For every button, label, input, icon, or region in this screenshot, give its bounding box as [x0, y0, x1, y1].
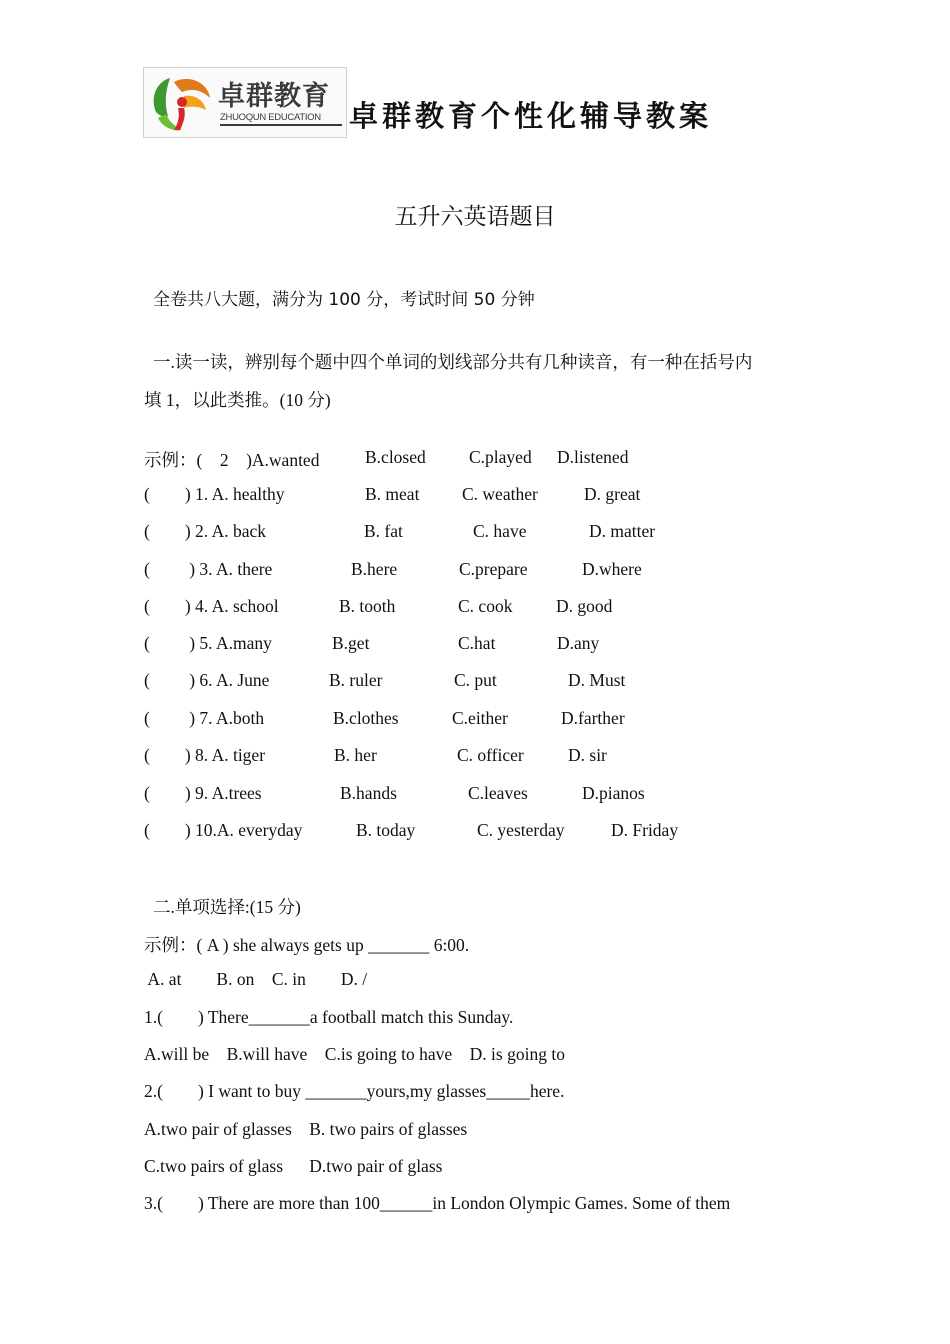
question-row: [144, 820, 844, 844]
section2-heading: 二.单项选择:(15 分): [153, 897, 301, 917]
question-stem: ( ) 4. A. school: [144, 596, 279, 616]
question-row: [144, 670, 844, 694]
question-stem: 示例：( 2 )A.wanted: [144, 450, 320, 470]
option-d: D. great: [584, 484, 641, 504]
option-c: C. have: [473, 521, 527, 541]
question-row: [144, 596, 844, 620]
question-1-options: A.will be B.will have C.is going to have D. is going to: [144, 1044, 565, 1064]
option-d: D. good: [556, 596, 613, 616]
option-c: C.leaves: [468, 783, 528, 803]
option-d: D.listened: [557, 447, 629, 467]
logo-underline: [220, 124, 342, 126]
option-c: C.hat: [458, 633, 496, 653]
option-c: C. cook: [458, 596, 513, 616]
option-d: D.pianos: [582, 783, 645, 803]
logo-leaf-icon: [148, 72, 214, 134]
option-b: B. her: [334, 745, 377, 765]
option-c: C.played: [469, 447, 532, 467]
option-d: D. matter: [589, 521, 656, 541]
question-2-options-cd: C.two pairs of glass D.two pair of glass: [144, 1156, 443, 1176]
option-b: B. tooth: [339, 596, 396, 616]
section1-heading: 一.读一读，辨别每个题中四个单词的划线部分共有几种读音，有一种在括号内: [153, 352, 753, 372]
option-d: D.any: [557, 633, 600, 653]
question-row: [144, 708, 844, 732]
question-stem: ( ) 5. A.many: [144, 633, 272, 653]
question-stem: ( ) 1. A. healthy: [144, 484, 285, 504]
option-c: C.prepare: [459, 559, 528, 579]
question-1: 1.( ) There_______a football match this Sunday.: [144, 1007, 514, 1027]
question-3: 3.( ) There are more than 100______in London Olympic Games. Some of them: [144, 1193, 731, 1213]
option-d: D.where: [582, 559, 642, 579]
option-b: B.hands: [340, 783, 397, 803]
option-b: B. meat: [365, 484, 420, 504]
option-b: B. fat: [364, 521, 403, 541]
question-stem: ( ) 6. A. June: [144, 670, 270, 690]
option-d: D. Friday: [611, 820, 679, 840]
question-2-options-ab: A.two pair of glasses B. two pairs of glasses: [144, 1119, 468, 1139]
option-b: B. today: [356, 820, 416, 840]
question-row: [144, 559, 844, 583]
exam-intro: 全卷共八大题，满分为 100 分，考试时间 50 分钟: [153, 290, 535, 310]
option-c: C. weather: [462, 484, 538, 504]
question-stem: ( ) 7. A.both: [144, 708, 265, 728]
question-stem: ( ) 2. A. back: [144, 521, 266, 541]
option-c: C.either: [452, 708, 508, 728]
question-stem: ( ) 8. A. tiger: [144, 745, 266, 765]
option-d: D. Must: [568, 670, 626, 690]
question-row: [144, 484, 844, 508]
option-c: C. yesterday: [477, 820, 565, 840]
document-title: 五升六英语题目: [394, 204, 556, 230]
option-c: C. officer: [457, 745, 524, 765]
option-b: B.here: [351, 559, 398, 579]
question-row: [144, 633, 844, 657]
logo-english-text: ZHUOQUN EDUCATION: [220, 112, 321, 123]
question-stem: ( ) 10.A. everyday: [144, 820, 303, 840]
question-row: [144, 447, 844, 471]
question-row: [144, 745, 844, 769]
question-row: [144, 521, 844, 545]
question-stem: ( ) 9. A.trees: [144, 783, 262, 803]
example-options: A. at B. on C. in D. /: [144, 969, 368, 989]
option-d: D.farther: [561, 708, 625, 728]
logo: [143, 67, 347, 138]
header-title: 卓群教育个性化辅导教案: [349, 99, 713, 133]
option-c: C. put: [454, 670, 497, 690]
section1-heading-cont: 填 1，以此类推。(10 分): [144, 390, 331, 410]
option-b: B.closed: [365, 447, 426, 467]
option-b: B. ruler: [329, 670, 383, 690]
example-question: 示例：( A ) she always gets up _______ 6:00.: [144, 935, 470, 955]
option-b: B.clothes: [333, 708, 399, 728]
option-b: B.get: [332, 633, 370, 653]
question-stem: ( ) 3. A. there: [144, 559, 273, 579]
question-row: [144, 783, 844, 807]
logo-chinese-text: 卓群教育: [218, 81, 330, 112]
question-2: 2.( ) I want to buy _______yours,my glasses_____here.: [144, 1081, 565, 1101]
option-d: D. sir: [568, 745, 607, 765]
